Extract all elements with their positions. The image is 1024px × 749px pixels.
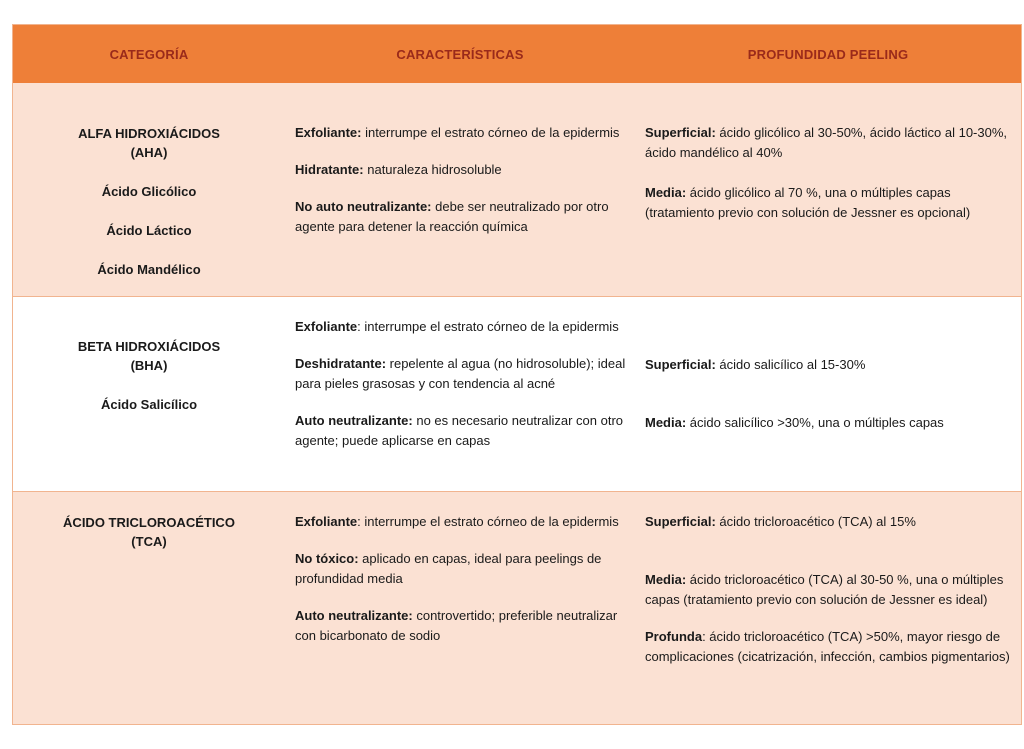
depth-item: Superficial: ácido tricloroacético (TCA) al 15% <box>645 514 916 529</box>
table-row-bha <box>13 296 1021 492</box>
category-item: Ácido Salicílico <box>100 397 198 412</box>
feature-item: No tóxico: aplicado en capas, ideal para peelings de profundidad media <box>295 551 602 586</box>
category-item: Ácido Mandélico <box>97 262 201 277</box>
depth-item: Media: ácido salicílico >30%, una o múltiples capas <box>645 415 944 430</box>
feature-item: Exfoliante: interrumpe el estrato córneo de la epidermis <box>295 319 619 334</box>
features-cell <box>285 297 635 491</box>
feature-item: Auto neutralizante: controvertido; preferible neutralizar con bicarbonato de sodio <box>295 608 618 643</box>
category-title: ÁCIDO TRICLOROACÉTICO (TCA) <box>63 515 235 549</box>
depth-cell <box>635 83 1021 296</box>
table-header <box>13 25 1021 83</box>
depth-item: Profunda: ácido tricloroacético (TCA) >50%, mayor riesgo de complicaciones (cicatrización, infección, cambios pigmentarios) <box>645 629 1010 664</box>
header-caracteristicas: CARACTERÍSTICAS <box>396 46 524 62</box>
features-cell <box>285 83 635 296</box>
table-row-tca <box>13 492 1021 724</box>
feature-item: Exfoliante: interrumpe el estrato córneo de la epidermis <box>295 514 619 529</box>
category-title: BETA HIDROXIÁCIDOS (BHA) <box>77 339 221 373</box>
peeling-table <box>12 24 1022 725</box>
depth-item: Superficial: ácido glicólico al 30-50%, ácido láctico al 10-30%, ácido mandélico al 40% <box>645 125 1008 160</box>
depth-item: Media: ácido tricloroacético (TCA) al 30-50 %, una o múltiples capas (tratamiento previo con solución de Jessner es ideal) <box>645 572 1004 607</box>
category-item: Ácido Glicólico <box>101 184 197 199</box>
header-profundidad: PROFUNDIDAD PEELING <box>747 46 909 62</box>
table-row-aha <box>13 83 1021 296</box>
category-title: ALFA HIDROXIÁCIDOS (AHA) <box>78 126 220 160</box>
header-categoria: CATEGORÍA <box>109 46 189 62</box>
depth-cell <box>635 297 1021 491</box>
features-cell <box>285 492 635 724</box>
category-cell <box>13 492 285 724</box>
feature-item: Exfoliante: interrumpe el estrato córneo de la epidermis <box>295 125 620 140</box>
depth-cell <box>635 492 1021 724</box>
depth-item: Media: ácido glicólico al 70 %, una o múltiples capas (tratamiento previo con solución de Jessner es opcional) <box>645 185 971 220</box>
category-item: Ácido Láctico <box>106 223 192 238</box>
feature-item: No auto neutralizante: debe ser neutralizado por otro agente para detener la reacción química <box>295 199 609 234</box>
feature-item: Deshidratante: repelente al agua (no hidrosoluble); ideal para pieles grasosas y con tendencia al acné <box>295 356 626 391</box>
feature-item: Auto neutralizante: no es necesario neutralizar con otro agente; puede aplicarse en capas <box>295 413 624 448</box>
category-cell <box>13 83 285 296</box>
category-cell <box>13 297 285 491</box>
feature-item: Hidratante: naturaleza hidrosoluble <box>295 162 502 177</box>
depth-item: Superficial: ácido salicílico al 15-30% <box>645 357 866 372</box>
